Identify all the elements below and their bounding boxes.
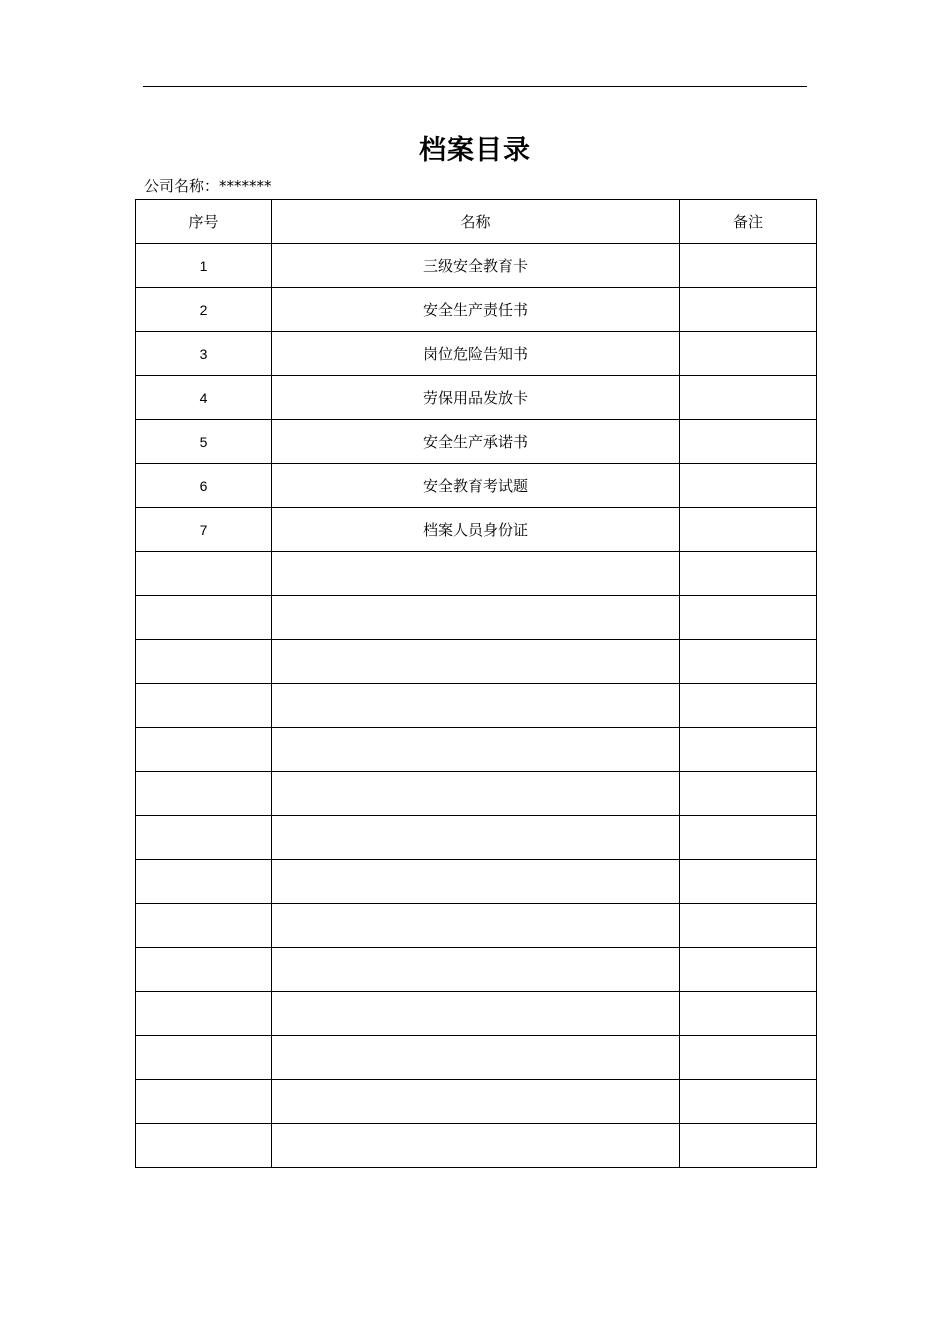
row-number-cell — [136, 1080, 272, 1124]
row-remarks-cell — [680, 244, 817, 288]
row-number-cell — [136, 1036, 272, 1080]
row-number-cell — [136, 684, 272, 728]
row-number-cell: 1 — [136, 244, 272, 288]
table-row — [136, 288, 817, 332]
row-name-cell — [272, 640, 680, 684]
row-number-cell — [136, 860, 272, 904]
row-name-cell: 安全教育考试题 — [272, 464, 680, 508]
row-number-cell — [136, 1124, 272, 1168]
row-name-cell: 劳保用品发放卡 — [272, 376, 680, 420]
row-number-cell: 2 — [136, 288, 272, 332]
row-number-cell — [136, 640, 272, 684]
row-number-cell — [136, 552, 272, 596]
row-name-cell: 岗位危险告知书 — [272, 332, 680, 376]
table-row — [136, 464, 817, 508]
row-name-cell — [272, 1080, 680, 1124]
row-name-cell — [272, 596, 680, 640]
row-remarks-cell — [680, 992, 817, 1036]
table-header-row — [136, 200, 817, 244]
table-row — [136, 948, 817, 992]
document-title: 档案目录 — [419, 135, 531, 166]
row-name-cell — [272, 684, 680, 728]
header-rule — [143, 86, 807, 87]
table-header — [136, 200, 817, 244]
row-remarks-cell — [680, 860, 817, 904]
row-name-cell: 安全生产承诺书 — [272, 420, 680, 464]
table-row — [136, 992, 817, 1036]
row-name-cell — [272, 904, 680, 948]
row-remarks-cell — [680, 508, 817, 552]
table-row — [136, 244, 817, 288]
row-name-cell: 安全生产责任书 — [272, 288, 680, 332]
row-remarks-cell — [680, 596, 817, 640]
company-name-value: ******* — [219, 177, 272, 195]
row-number-cell: 5 — [136, 420, 272, 464]
row-number-cell — [136, 596, 272, 640]
row-name-cell — [272, 948, 680, 992]
table-row — [136, 376, 817, 420]
row-name-cell — [272, 860, 680, 904]
row-name-cell — [272, 728, 680, 772]
table-row — [136, 860, 817, 904]
row-name-cell — [272, 992, 680, 1036]
row-name-cell — [272, 552, 680, 596]
table-row — [136, 816, 817, 860]
table-row — [136, 904, 817, 948]
row-number-cell: 4 — [136, 376, 272, 420]
row-number-cell — [136, 816, 272, 860]
row-remarks-cell — [680, 1036, 817, 1080]
row-name-cell — [272, 816, 680, 860]
header-remarks: 备注 — [680, 200, 817, 244]
row-remarks-cell — [680, 464, 817, 508]
row-remarks-cell — [680, 904, 817, 948]
header-name: 名称 — [272, 200, 680, 244]
table-row — [136, 1080, 817, 1124]
row-remarks-cell — [680, 728, 817, 772]
row-remarks-cell — [680, 420, 817, 464]
row-remarks-cell — [680, 332, 817, 376]
row-number-cell — [136, 728, 272, 772]
table-row — [136, 596, 817, 640]
row-remarks-cell — [680, 640, 817, 684]
table-row — [136, 508, 817, 552]
header-number: 序号 — [136, 200, 272, 244]
row-number-cell: 3 — [136, 332, 272, 376]
table-row — [136, 552, 817, 596]
row-number-cell — [136, 772, 272, 816]
row-name-cell: 三级安全教育卡 — [272, 244, 680, 288]
table-row — [136, 1124, 817, 1168]
row-remarks-cell — [680, 948, 817, 992]
archive-catalog-table — [135, 199, 817, 1168]
row-remarks-cell — [680, 772, 817, 816]
row-remarks-cell — [680, 288, 817, 332]
row-remarks-cell — [680, 552, 817, 596]
table-row — [136, 332, 817, 376]
row-remarks-cell — [680, 376, 817, 420]
row-name-cell — [272, 1036, 680, 1080]
row-number-cell: 6 — [136, 464, 272, 508]
row-name-cell — [272, 1124, 680, 1168]
row-remarks-cell — [680, 684, 817, 728]
row-name-cell: 档案人员身份证 — [272, 508, 680, 552]
row-remarks-cell — [680, 816, 817, 860]
row-number-cell — [136, 992, 272, 1036]
table-row — [136, 772, 817, 816]
row-remarks-cell — [680, 1080, 817, 1124]
row-number-cell — [136, 904, 272, 948]
row-name-cell — [272, 772, 680, 816]
table-body — [136, 244, 817, 1168]
company-name-label: 公司名称： — [144, 177, 220, 195]
table-row — [136, 684, 817, 728]
row-number-cell: 7 — [136, 508, 272, 552]
row-remarks-cell — [680, 1124, 817, 1168]
table-row — [136, 640, 817, 684]
table-row — [136, 420, 817, 464]
company-name-line — [144, 175, 272, 197]
table-row — [136, 1036, 817, 1080]
row-number-cell — [136, 948, 272, 992]
table-row — [136, 728, 817, 772]
